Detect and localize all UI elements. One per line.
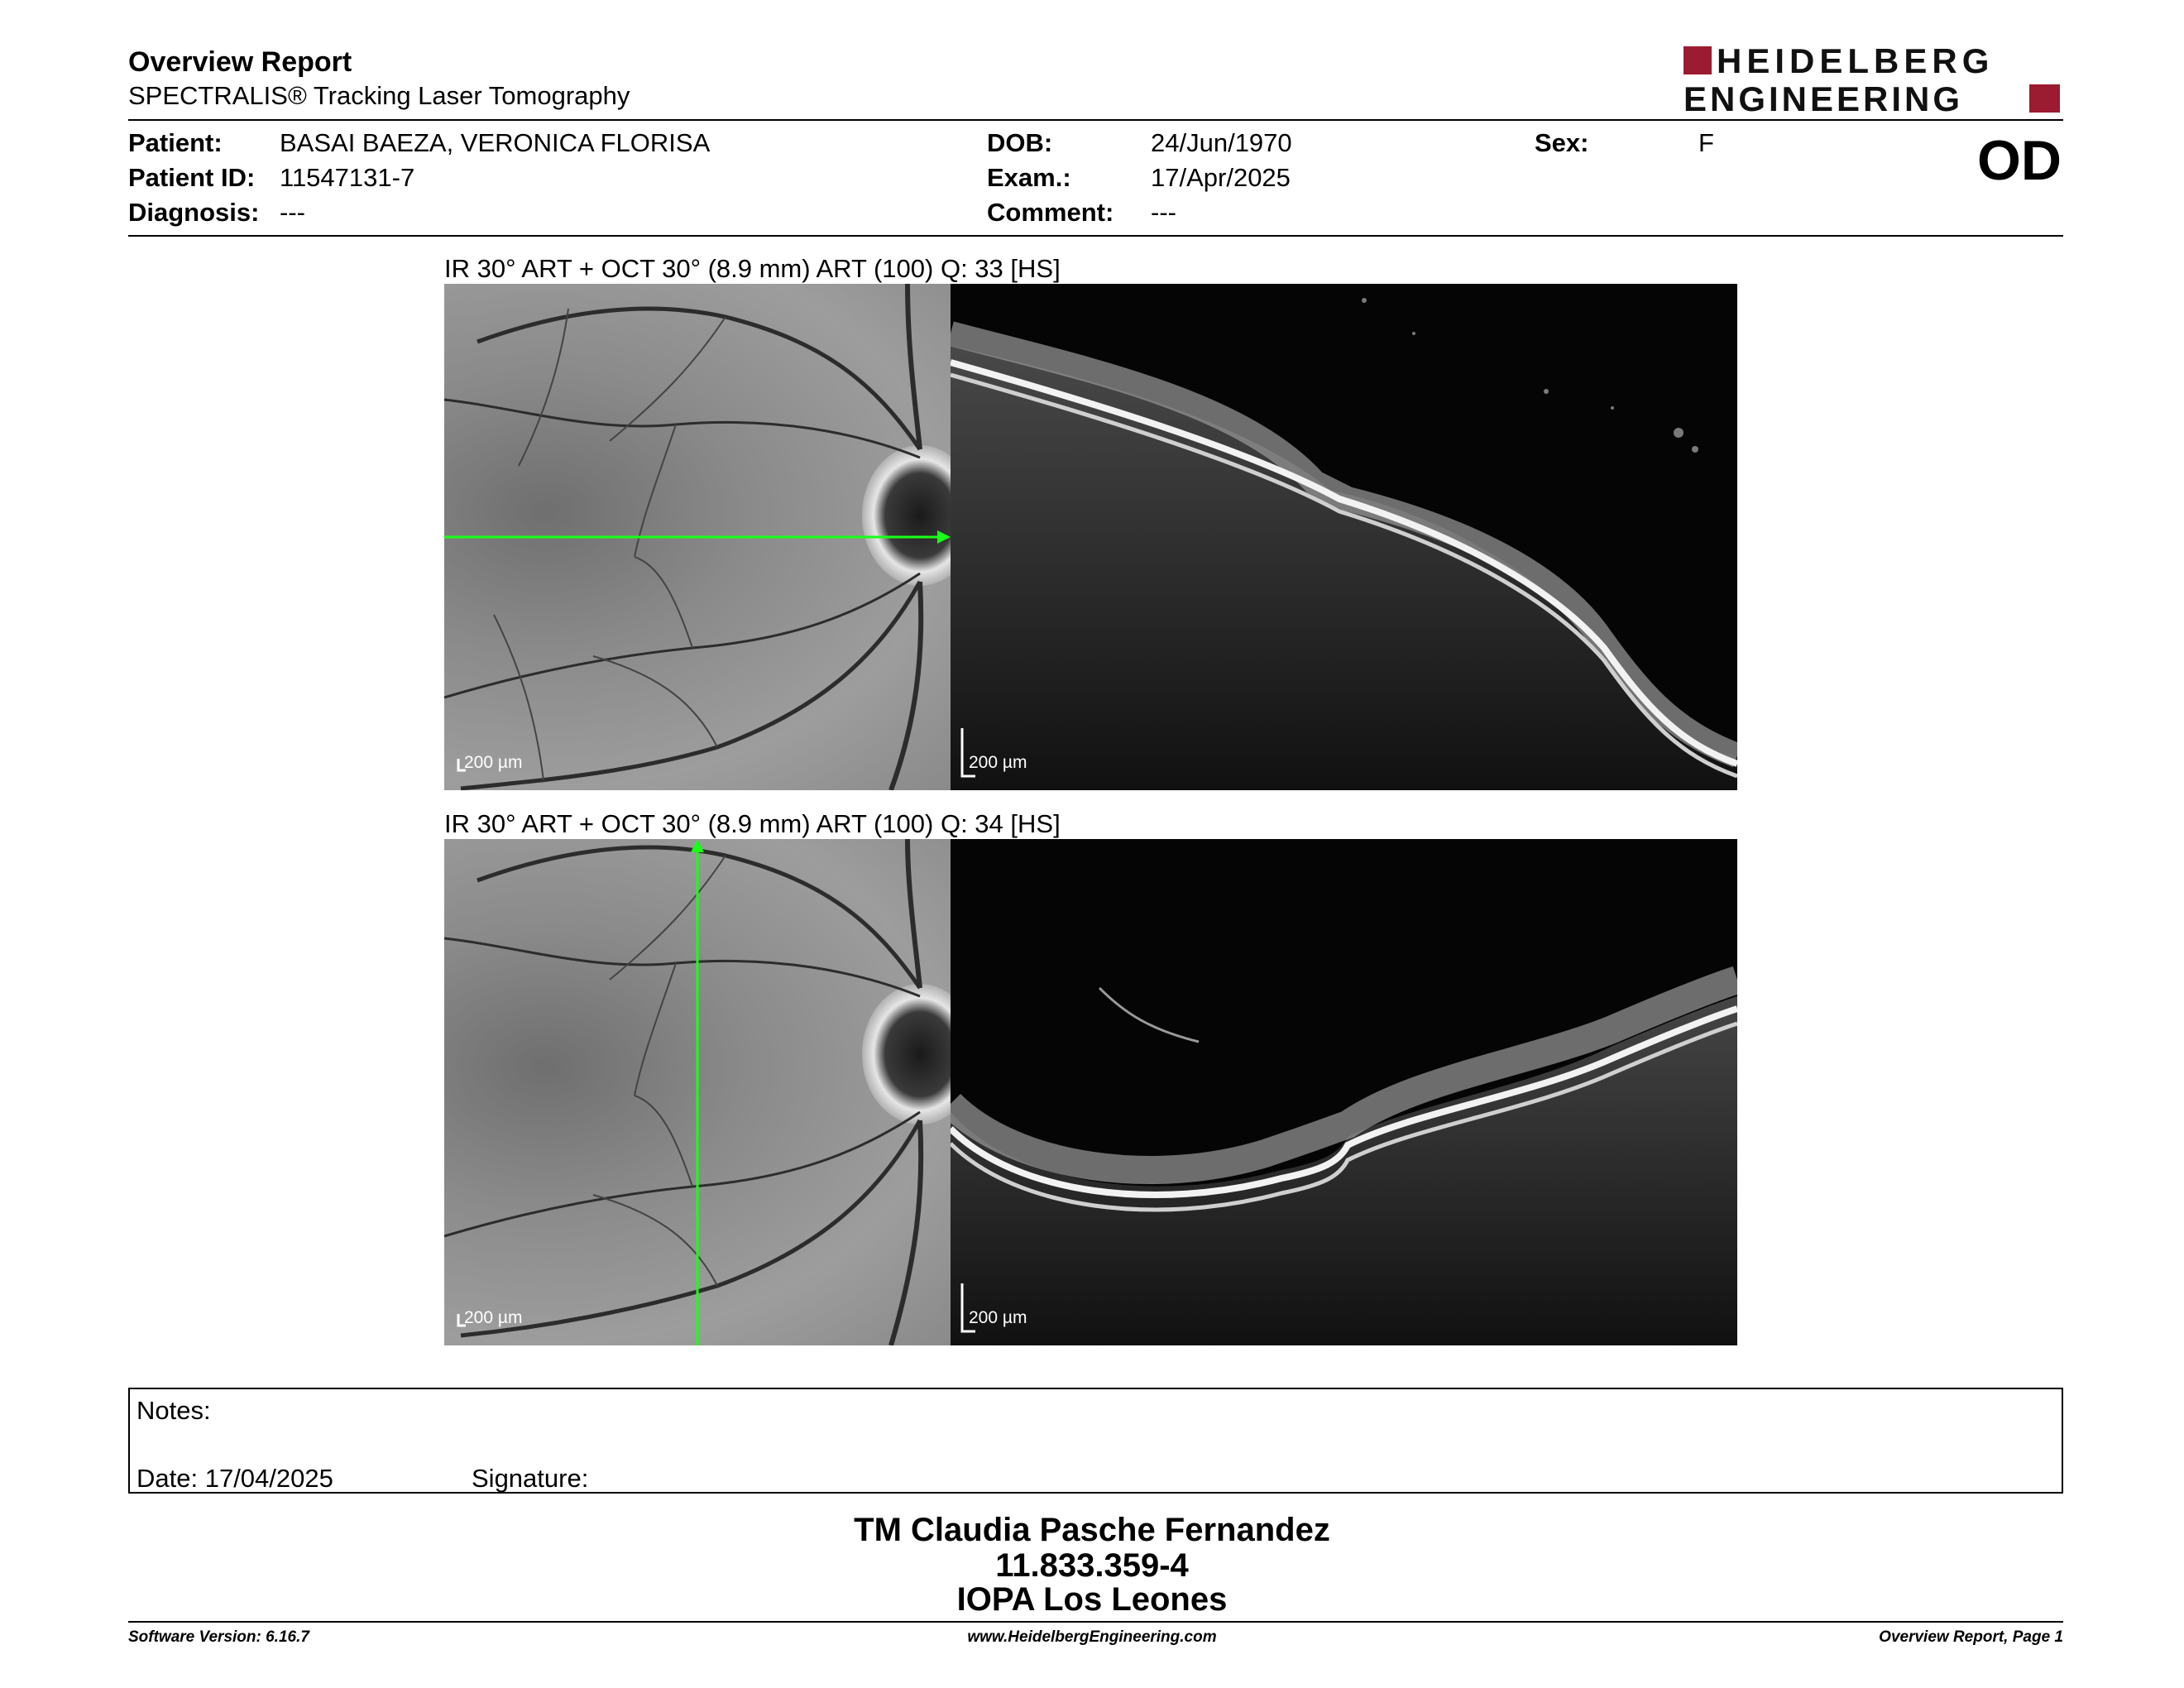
- heidelberg-logo: [1684, 43, 2060, 117]
- exam-label: Exam.:: [987, 163, 1071, 192]
- eye-indicator: OD: [1977, 129, 2062, 192]
- scan-2-fundus-image: [444, 839, 951, 1345]
- scan-2-fundus-scale: 200 µm: [464, 1308, 523, 1327]
- page-indicator: Overview Report, Page 1: [1879, 1628, 2063, 1646]
- notes-box: [128, 1388, 2063, 1494]
- technician-id: 11.833.359-4: [995, 1547, 1189, 1584]
- scan-1-title: IR 30° ART + OCT 30° (8.9 mm) ART (100) Q: 33 [HS]: [444, 254, 1061, 283]
- dob-value: 24/Jun/1970: [1151, 128, 1292, 157]
- signature-label: Signature:: [472, 1464, 589, 1493]
- diagnosis-label: Diagnosis:: [128, 198, 260, 227]
- notes-label: Notes:: [136, 1396, 211, 1425]
- scan-1-fundus-image: [444, 284, 951, 790]
- heidelberg-logo-graphic: [1684, 43, 2060, 117]
- scan-1-oct-scale: 200 µm: [969, 753, 1027, 772]
- sex-label: Sex:: [1535, 128, 1589, 157]
- scan-2-oct-scale: 200 µm: [969, 1308, 1027, 1327]
- scan-1-line-icon: [444, 284, 951, 790]
- technician-name: TM Claudia Pasche Fernandez: [854, 1512, 1330, 1548]
- software-version: Software Version: 6.16.7: [128, 1628, 309, 1646]
- patient-id-label: Patient ID:: [128, 163, 256, 192]
- comment-label: Comment:: [987, 198, 1114, 227]
- report-subtitle: SPECTRALIS® Tracking Laser Tomography: [128, 81, 630, 110]
- scan-2-title: IR 30° ART + OCT 30° (8.9 mm) ART (100) Q: 34 [HS]: [444, 809, 1061, 838]
- institution-name: IOPA Los Leones: [956, 1581, 1228, 1618]
- exam-value: 17/Apr/2025: [1151, 163, 1291, 192]
- comment-value: ---: [1151, 198, 1176, 227]
- website-link[interactable]: www.HeidelbergEngineering.com: [967, 1628, 1217, 1646]
- scan-1-fundus-scale: 200 µm: [464, 753, 523, 772]
- patient-name: BASAI BAEZA, VERONICA FLORISA: [280, 128, 711, 157]
- scan-2-oct-image: [951, 839, 1737, 1345]
- notes-date: Date: 17/04/2025: [136, 1464, 333, 1493]
- report-title: Overview Report: [128, 46, 352, 78]
- patient-id: 11547131-7: [280, 163, 415, 192]
- logo-line1: HEIDELBERG: [1717, 43, 1995, 80]
- logo-line2: ENGINEERING: [1684, 79, 1964, 117]
- scan-1-oct-image: [951, 284, 1737, 790]
- sex-value: F: [1698, 128, 1714, 157]
- patient-label: Patient:: [128, 128, 223, 157]
- diagnosis-value: ---: [280, 198, 305, 227]
- scan-2-line-icon: [444, 839, 951, 1345]
- dob-label: DOB:: [987, 128, 1053, 157]
